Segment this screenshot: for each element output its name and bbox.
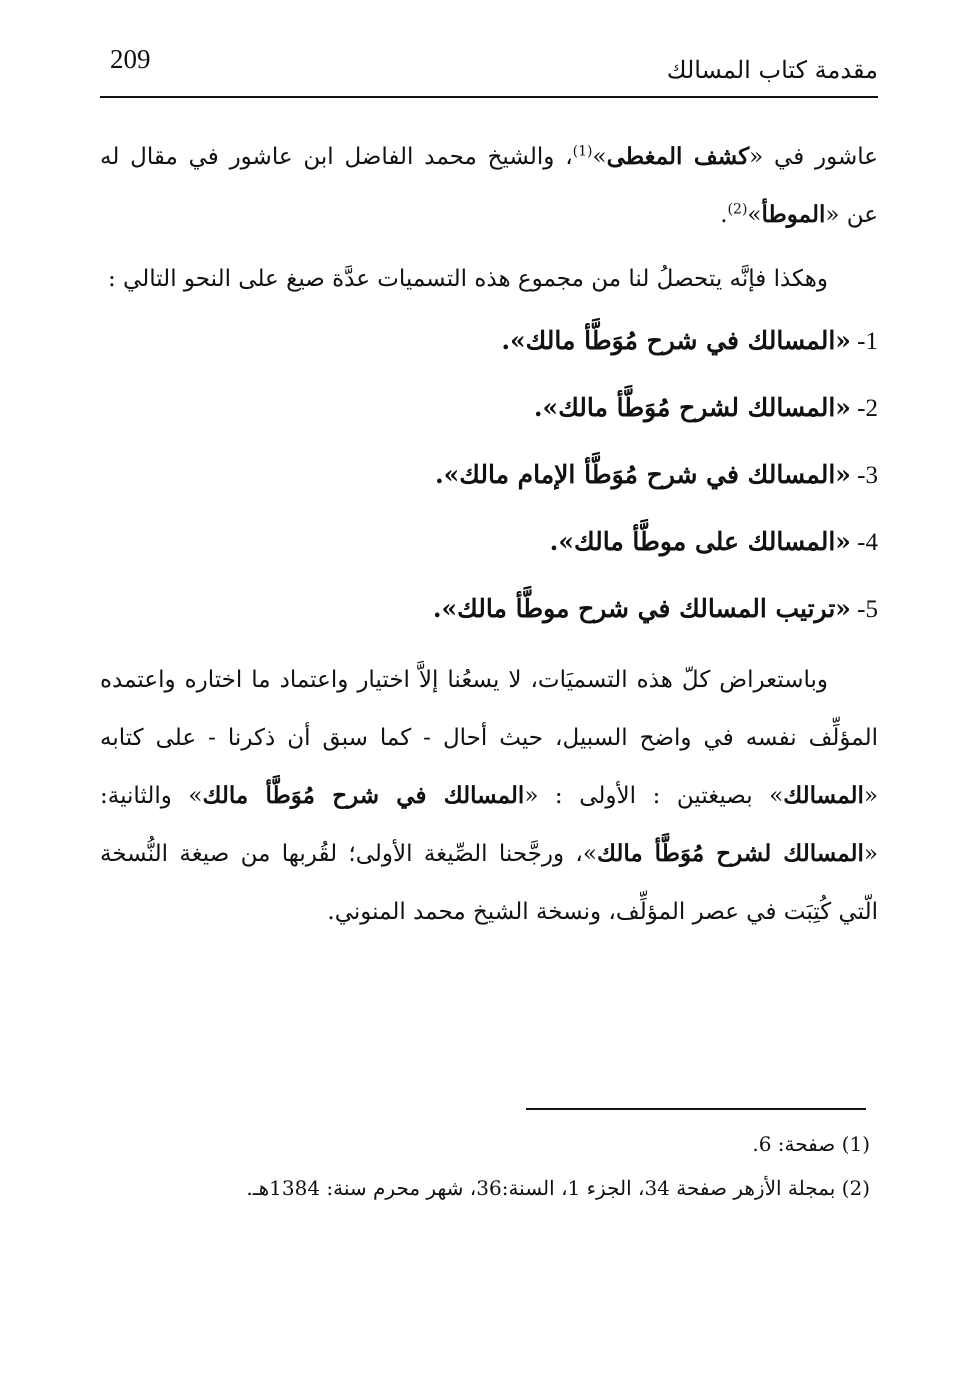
paragraph-1-text: . (720, 202, 728, 228)
footnote-separator (526, 1108, 866, 1110)
paragraph-2: وهكذا فإنَّه يتحصلُ لنا من مجموع هذه التسميات عدَّة صيغ على النحو التالي : (108, 266, 828, 292)
list-item-title: المسالك على موطَّأ مالك (574, 527, 836, 556)
list-item-number: 4- (850, 529, 878, 556)
list-item-number: 5- (850, 596, 878, 623)
paragraph-1-text: » (592, 144, 607, 170)
book-title-kashf: كشف المغطى (606, 143, 750, 170)
list-item-quote: « (835, 594, 851, 623)
list-item-quote: ». (434, 460, 460, 489)
running-title: مقدمة كتاب المسالك (666, 56, 878, 84)
list-item-title: المسالك في شرح مُوَطَّأ الإمام مالك (459, 460, 836, 489)
list-item (100, 509, 878, 576)
list-item-number: 1- (850, 328, 878, 355)
list-item-title: ترتيب المسالك في شرح موطَّأ مالك (457, 594, 836, 623)
list-item-quote: « (835, 393, 851, 422)
paragraph-1 (100, 128, 878, 244)
book-title-second-form: المسالك لشرح مُوَطَّأ مالك (596, 840, 864, 867)
page-header (100, 42, 878, 98)
paragraph-3-text: »، ورجَّحنا الصِّيغة الأولى؛ لقُربها من صيغة النُّسخة الّتي كُتِبَت في عصر المؤلِّف، ونسخة الشيخ محمد المنوني. (100, 841, 878, 925)
list-item-quote: « (835, 460, 851, 489)
list-item-number: 2- (850, 395, 878, 422)
paragraph-1-text: » (747, 202, 762, 228)
footnotes (100, 1122, 870, 1210)
footnote-1: (1) صفحة: 6. (752, 1132, 870, 1156)
list-item-quote: ». (549, 527, 575, 556)
book-title-masalik: المسالك (783, 782, 864, 809)
list-item-quote: ». (533, 393, 559, 422)
page-number: 209 (110, 44, 151, 74)
list-item-quote: ». (432, 594, 458, 623)
paragraph-1-text: ، والشيخ محمد الفاضل ابن عاشور في مقال له عن « (100, 144, 878, 228)
paragraph-3-text: وباستعراض كلّ هذه التسميَات، لا يسعُنا إلاَّ اختيار واعتماد ما اختاره واعتمده المؤلِّف نفسه في واضح السبيل، حيث أحال - كما سبق أن ذكرنا - على كتابه « (100, 667, 878, 809)
paragraph-3-text: » والثانية: « (100, 783, 878, 867)
list-item-quote: « (835, 527, 851, 556)
paragraph-3-text: » بصيغتين : الأولى : « (524, 783, 784, 809)
main-text (100, 128, 878, 941)
list-item-title: المسالك في شرح مُوَطَّأ مالك (525, 326, 836, 355)
list-item-quote: ». (501, 326, 526, 355)
footnote-ref-2: (2) (727, 201, 748, 218)
list-item (100, 375, 878, 442)
footnote-ref-1: (1) (572, 143, 593, 160)
list-item (100, 576, 878, 643)
paragraph-1-text: عاشور في « (749, 144, 878, 170)
titles-list (100, 308, 878, 643)
list-item (100, 442, 878, 509)
book-title-muwatta: الموطأ (761, 201, 826, 228)
list-item-quote: « (835, 326, 851, 355)
list-item-number: 3- (850, 462, 878, 489)
book-title-first-form: المسالك في شرح مُوَطَّأ مالك (202, 782, 525, 809)
list-item (100, 308, 878, 375)
paragraph-3 (100, 651, 878, 941)
list-item-title: المسالك لشرح مُوَطَّأ مالك (558, 393, 836, 422)
footnote-2: (2) بمجلة الأزهر صفحة 34، الجزء 1، السنة:36، شهر محرم سنة: 1384هـ. (246, 1176, 870, 1200)
